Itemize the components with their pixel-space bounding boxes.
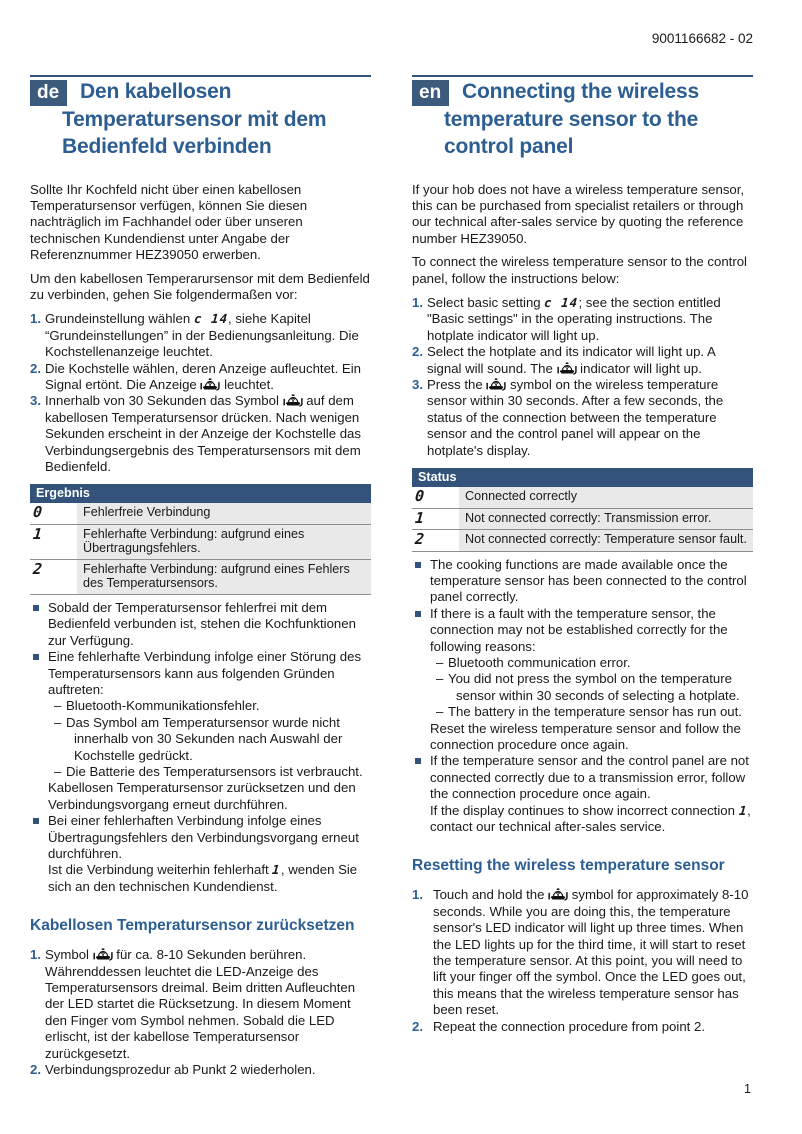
step-number: 3. [30, 393, 41, 409]
step-item [412, 1019, 753, 1035]
seven-segment-text: c 14 [193, 311, 229, 327]
wireless-temperature-sensor-icon [200, 377, 220, 391]
step-text: Press the symbol on the wireless temperature sensor within 30 seconds. After a few seconds, the status of the connection between the temperature sensor and the control panel will appear on the hotplate's display. [427, 376, 724, 458]
page-title-en: Connecting the wireless temperature sensor to the control panel [444, 80, 699, 158]
seven-segment-text: c 14 [543, 294, 580, 310]
table-row [30, 524, 371, 559]
seven-segment-digit: 1 [414, 508, 426, 527]
note-continuation: Reset the wireless temperature sensor and follow the connection procedure once again. [430, 720, 741, 752]
column-german [30, 75, 371, 1086]
seven-segment-text: 1 [738, 802, 748, 818]
intro-paragraph: To connect the wireless temperature sensor to the control panel, follow the instructions below: [412, 254, 747, 286]
sub-item [430, 655, 753, 671]
step-number: 3. [412, 376, 423, 392]
list-item [30, 649, 371, 813]
note-text: Eine fehlerhafte Verbindung infolge einer Störung des Temperatursensors kann aus folgenden Gründen auftreten: [48, 649, 362, 697]
wireless-temperature-sensor-icon [486, 377, 506, 391]
sub-item-text: Bluetooth-Kommunikationsfehler. [66, 698, 260, 714]
step-item [30, 361, 371, 394]
table-row [412, 508, 753, 530]
table-header: Status [412, 468, 753, 487]
status-code-cell [412, 508, 459, 530]
sub-item [430, 704, 753, 720]
notes-list-en [412, 557, 753, 836]
sub-item [430, 671, 753, 704]
status-description-cell: Fehlerfreie Verbindung [77, 503, 371, 524]
step-number: 1. [412, 887, 423, 903]
step-item [412, 344, 753, 377]
note-continuation: If the display continues to show incorrect connection 1, contact our technical after-sales service. [430, 802, 751, 834]
wireless-temperature-sensor-icon [93, 947, 113, 961]
note-block [430, 606, 753, 754]
column-top-rule [412, 75, 753, 77]
note-text: If there is a fault with the temperature sensor, the connection may not be established correctly for the following reasons: [430, 605, 728, 654]
list-item [30, 813, 371, 895]
sub-item-text: The battery in the temperature sensor has run out. [448, 704, 742, 720]
status-description-cell: Fehlerhafte Verbindung: aufgrund eines Fehlers des Temperatursensors. [77, 559, 371, 594]
status-code-cell [412, 530, 459, 552]
reset-steps-en [412, 887, 753, 1035]
step-text: Verbindungsprozedur ab Punkt 2 wiederholen. [45, 1062, 316, 1078]
sub-item-text: Bluetooth communication error. [448, 654, 631, 670]
table-row [412, 530, 753, 552]
step-number: 1. [30, 311, 41, 327]
two-column-layout [30, 75, 753, 1086]
page-number: 1 [744, 1082, 751, 1096]
step-text: Symbol für ca. 8-10 Sekunden berühren. Währenddessen leuchtet die LED-Anzeige des Temperatursensors dreimal. Beim dritten Aufleuchten der LED startet die Rücksetzung. In diesem Moment den Finger vom Symbol nehmen. Sobald die LED erlischt, ist der kabellose Temperatursensor zurückgesetzt. [45, 947, 356, 1061]
list-item [412, 606, 753, 754]
wireless-temperature-sensor-icon [283, 393, 303, 407]
wireless-temperature-sensor-icon [548, 887, 568, 901]
square-bullet-icon [415, 611, 421, 617]
section-header-de [30, 78, 371, 161]
step-item [30, 393, 371, 475]
intro-paragraph: Um den kabellosen Temperarursensor mit dem Bedienfeld zu verbinden, gehen Sie folgendermaßen vor: [30, 270, 370, 302]
intro-paragraph: Sollte Ihr Kochfeld nicht über einen kabellosen Temperatursensor verfügen, können Sie diesen nachträglich im Fachhandel oder über unseren technischen Kundendienst unter Angabe der Referenznummer HEZ39050 erwerben. [30, 181, 308, 263]
note-text: Sobald der Temperatursensor fehlerfrei mit dem Bedienfeld verbunden ist, stehen die Kochfunktionen zur Verfügung. [48, 599, 356, 648]
seven-segment-digit: 0 [32, 503, 44, 522]
reset-steps-de [30, 947, 371, 1078]
status-code-cell [30, 503, 77, 524]
list-item [412, 753, 753, 835]
status-code-cell [412, 487, 459, 508]
step-text: Select the hotplate and its indicator will light up. A signal will sound. The indicator will light up. [427, 344, 716, 376]
sub-item-text: Das Symbol am Temperatursensor wurde nicht innerhalb von 30 Sekunden nach Auswahl der Kochstelle gedrückt. [66, 714, 343, 763]
dash-marker: – [54, 714, 62, 730]
list-item [30, 600, 371, 649]
step-number: 2. [30, 360, 41, 376]
step-item [412, 377, 753, 459]
connection-steps-de [30, 311, 371, 475]
document-number: 9001166682 - 02 [651, 31, 753, 46]
step-item [30, 1062, 371, 1078]
reset-heading-de: Kabellosen Temperatursensor zurücksetzen [30, 917, 355, 935]
note-continuation: Ist die Verbindung weiterhin fehlerhaft 1, wenden Sie sich an den technischen Kundendienst. [48, 862, 358, 894]
sub-item-text: Die Batterie des Temperatursensors ist verbraucht. [66, 763, 363, 779]
status-description-cell: Not connected correctly: Temperature sensor fault. [459, 530, 753, 552]
wireless-temperature-sensor-icon [557, 361, 577, 375]
language-badge-en: en [412, 80, 449, 106]
result-table-de [30, 484, 371, 595]
intro-paragraph: If your hob does not have a wireless temperature sensor, this can be purchased from specialist retailers or through our technical after-sales service by quoting the reference number HEZ39050. [412, 181, 745, 246]
seven-segment-digit: 1 [32, 524, 44, 543]
step-text: Die Kochstelle wählen, deren Anzeige aufleuchtet. Ein Signal ertönt. Die Anzeige leuchtet. [45, 360, 361, 392]
step-text: Select basic setting c 14; see the section entitled "Basic settings" in the operating instructions. The hotplate indicator will light up. [427, 294, 721, 343]
status-description-cell: Fehlerhafte Verbindung: aufgrund eines Übertragungsfehlers. [77, 524, 371, 559]
note-block [48, 813, 371, 895]
seven-segment-digit: 2 [32, 559, 44, 578]
reset-heading-en: Resetting the wireless temperature sensor [412, 857, 725, 875]
column-top-rule [30, 75, 371, 77]
status-table-en [412, 468, 753, 552]
notes-list-de [30, 600, 371, 895]
step-item [412, 295, 753, 344]
language-badge-de: de [30, 80, 67, 106]
step-number: 1. [412, 294, 423, 310]
connection-steps-en [412, 295, 753, 459]
note-text: The cooking functions are made available once the temperature sensor has been connected to the control panel correctly. [430, 556, 747, 605]
step-item [30, 947, 371, 1062]
status-description-cell: Not connected correctly: Transmission error. [459, 508, 753, 530]
note-block [430, 753, 753, 835]
seven-segment-digit: 2 [414, 530, 426, 548]
dash-marker: – [436, 654, 444, 670]
step-number: 2. [412, 344, 423, 360]
square-bullet-icon [33, 654, 39, 660]
step-number: 1. [30, 947, 41, 963]
dash-marker: – [54, 698, 62, 714]
status-code-cell [30, 524, 77, 559]
sub-item [48, 698, 371, 714]
section-header-en [412, 78, 753, 161]
square-bullet-icon [415, 758, 421, 764]
note-block [48, 649, 371, 813]
sub-item-text: You did not press the symbol on the temperature sensor within 30 seconds of selecting a hotplate. [448, 671, 740, 703]
status-description-cell: Connected correctly [459, 487, 753, 508]
step-item [30, 311, 371, 360]
table-header: Ergebnis [30, 484, 371, 503]
list-item [412, 557, 753, 606]
seven-segment-digit: 0 [414, 487, 426, 505]
step-number: 2. [412, 1018, 423, 1034]
step-text: Grundeinstellung wählen c 14, siehe Kapitel “Grundeinstellungen” in der Bedienungsanleitung. Die Kochstellenanzeige leuchtet. [45, 311, 359, 360]
square-bullet-icon [33, 818, 39, 824]
table-row [30, 559, 371, 594]
note-text: If the temperature sensor and the control panel are not connected correctly due to a transmission error, follow the connection procedure once again. [430, 753, 749, 802]
column-english [412, 75, 753, 1086]
status-code-cell [30, 559, 77, 594]
dash-marker: – [436, 704, 444, 720]
sub-item [48, 715, 371, 764]
dash-marker: – [436, 671, 444, 687]
seven-segment-text: 1 [271, 862, 282, 878]
step-item [412, 887, 753, 1018]
step-number: 2. [30, 1062, 41, 1078]
table-row [30, 503, 371, 524]
square-bullet-icon [33, 605, 39, 611]
step-text: Touch and hold the symbol for approximately 8-10 seconds. While you are doing this, the temperature sensor's LED indicator will light up three times. When the LED lights up for the third time, it will start to reset the temperature sensor. At this point, you will need to lift your finger off the symbol. Once the LED goes out, this means that the wireless temperature sensor has been reset. [433, 887, 749, 1018]
step-text: Repeat the connection procedure from point 2. [433, 1018, 705, 1034]
note-continuation: Kabellosen Temperatursensor zurücksetzen und den Verbindungsvorgang erneut durchführen. [48, 780, 356, 812]
square-bullet-icon [415, 562, 421, 568]
note-text: Bei einer fehlerhaften Verbindung infolge eines Übertragungsfehlers den Verbindungsvorgang erneut durchführen. [48, 813, 359, 861]
sub-item [48, 764, 371, 780]
step-text: Innerhalb von 30 Sekunden das Symbol auf dem kabellosen Temperatursensor drücken. Nach wenigen Sekunden erscheint in der Anzeige der Kochstelle das Verbindungsergebnis des Temperatursensors mit dem Bedienfeld. [45, 393, 361, 474]
table-row [412, 487, 753, 508]
page-title-de: Den kabellosen Temperatursensor mit dem Bedienfeld verbinden [62, 80, 327, 158]
dash-marker: – [54, 763, 62, 779]
